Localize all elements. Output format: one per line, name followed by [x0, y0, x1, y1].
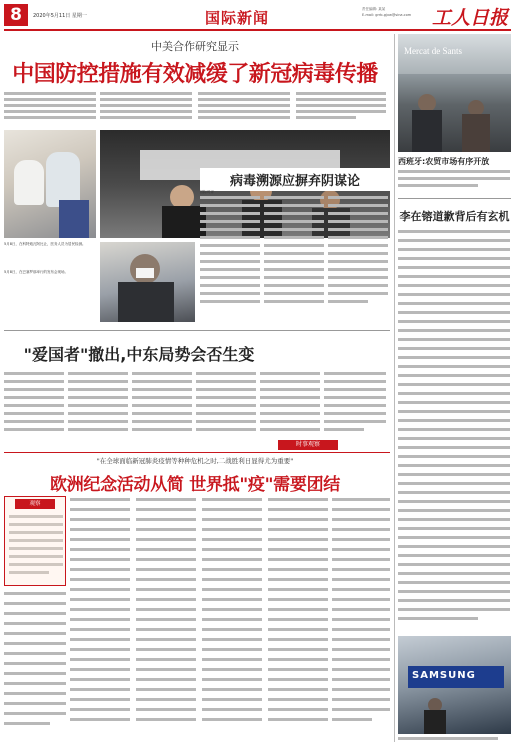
- divider-world: [4, 452, 390, 453]
- commentary-headline: 病毒溯源应摒弃阴谋论: [200, 168, 390, 191]
- right-body: [398, 230, 511, 630]
- header-rule: [4, 29, 511, 31]
- editor-line: 责任编辑: 某某: [362, 7, 386, 11]
- photo-samsung-building: [398, 636, 511, 734]
- commentary-byline: 国际时评: [200, 190, 214, 194]
- samsung-caption: [398, 737, 511, 743]
- page-number: 8: [10, 5, 22, 25]
- divider-mid: [4, 330, 390, 331]
- date-line: 2020年5月11日 星期一: [33, 13, 87, 19]
- email-line: E-mail: grrb-gjxw@sina.com: [362, 13, 412, 17]
- tag-label: 时事观察: [295, 441, 320, 448]
- samsung-sign: SAMSUNG: [412, 670, 476, 681]
- world-kicker: "在全球面临新冠肺炎疫情等种种危机之时,二战胜利日显得尤为重要": [96, 457, 294, 465]
- photo-caption-1: 5月8日，在科特迪瓦阿比让，医务人员为居民检测。: [4, 242, 86, 246]
- tag-shishi-guancha: [278, 440, 338, 450]
- photo-caption-2: 5月8日，在巴塞罗那举行的发布会现场。: [4, 270, 68, 274]
- section-title: 国际新闻: [205, 9, 270, 27]
- page-number-badge: [4, 4, 28, 26]
- middle-body: [4, 372, 390, 446]
- photo-medical-workers: [4, 130, 96, 238]
- main-body-text: [4, 92, 387, 124]
- masthead-logo: 工人日报: [432, 7, 509, 29]
- commentary-body: [200, 196, 390, 316]
- main-headline: 中国防控措施有效减缓了新冠病毒传播: [12, 62, 378, 87]
- sidebar-box-title: 观察: [15, 499, 55, 509]
- photo-masked-person: [100, 242, 195, 322]
- left-col-bottom-text: [4, 592, 66, 738]
- obituary-headline: 李在镕道歉背后有玄机: [399, 210, 510, 223]
- middle-headline: "爱国者"撤出,中东局势会否生变: [23, 345, 255, 364]
- sidebar-box: [4, 496, 66, 586]
- market-caption: [398, 170, 511, 194]
- market-sign: Mercat de Sants: [404, 46, 462, 56]
- divider-right: [398, 198, 511, 199]
- world-body: [70, 498, 390, 738]
- main-kicker: 中美合作研究显示: [151, 40, 239, 53]
- market-headline: 西班牙:农贸市场有序开放: [398, 157, 490, 166]
- world-headline: 欧洲纪念活动从简 世界抵"疫"需要团结: [50, 475, 340, 495]
- photo-market: [398, 34, 511, 152]
- column-separator: [394, 34, 395, 742]
